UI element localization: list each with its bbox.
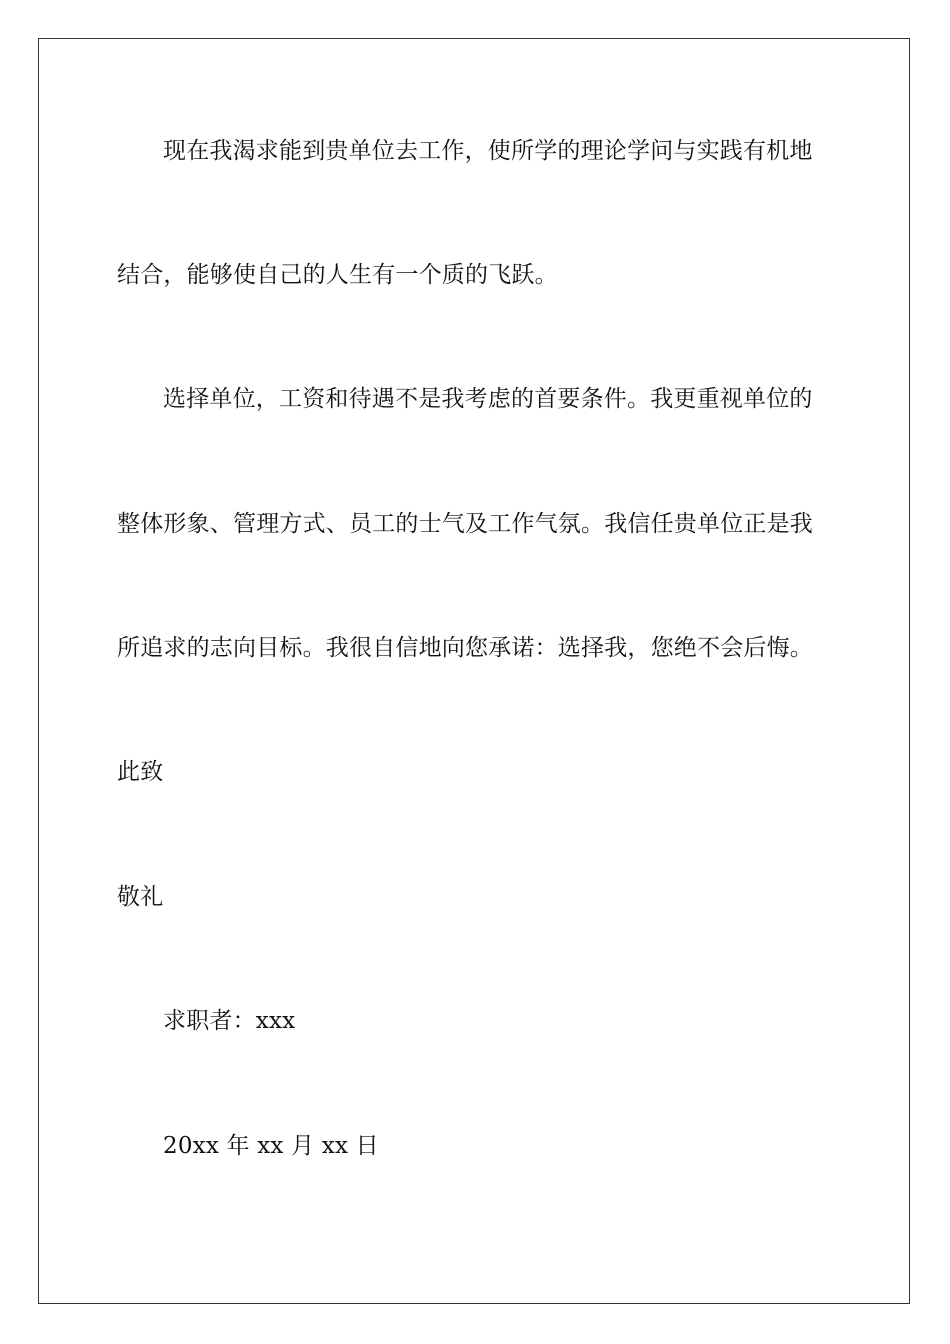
paragraph-2-line-2: 整体形象、管理方式、员工的士气及工作气氛。我信任贵单位正是我	[117, 511, 813, 537]
paragraph-1-line-1: 现在我渴求能到贵单位去工作，使所学的理论学问与实践有机地	[163, 138, 813, 164]
paragraph-2-line-1: 选择单位，工资和待遇不是我考虑的首要条件。我更重视单位的	[163, 386, 813, 412]
closing-salutation: 此致	[117, 759, 164, 785]
date: 20xx 年 xx 月 xx 日	[163, 1133, 379, 1159]
signature: 求职者：xxx	[163, 1008, 296, 1034]
page-border	[38, 38, 910, 1304]
paragraph-2-line-3: 所追求的志向目标。我很自信地向您承诺：选择我，您绝不会后悔。	[117, 635, 813, 661]
paragraph-1-line-2: 结合，能够使自己的人生有一个质的飞跃。	[117, 262, 558, 288]
closing-regards: 敬礼	[117, 884, 164, 910]
